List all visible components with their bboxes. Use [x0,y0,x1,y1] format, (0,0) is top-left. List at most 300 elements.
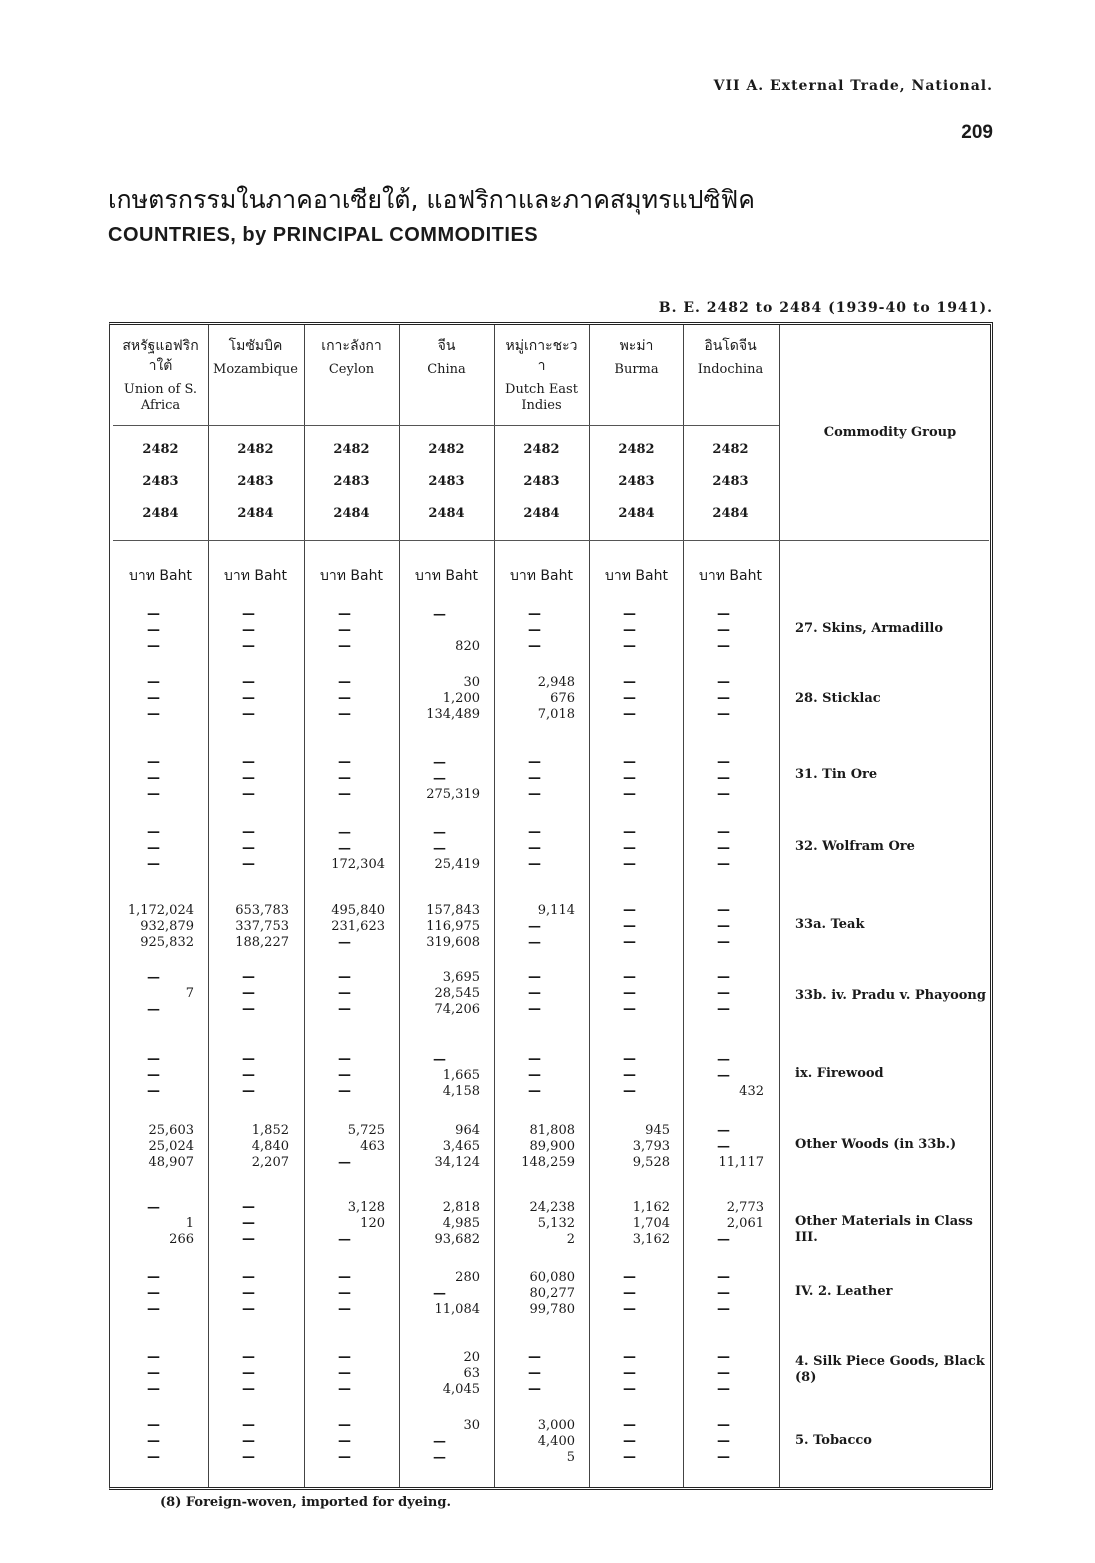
table-cell [399,675,480,723]
table-cell [399,825,480,873]
cell-value: — [528,787,541,802]
cell-value: — [147,1002,160,1017]
cell-value: — [338,986,351,1001]
table-cell [683,1418,764,1466]
cell-value: 2,818 [442,1200,480,1215]
cell-value: — [242,755,255,770]
table-cell [304,825,385,873]
cell-value: 74,206 [434,1002,480,1017]
year-label: 2484 [523,506,560,521]
table-cell [113,1052,194,1100]
table-cell [304,970,385,1018]
table-cell [113,675,194,723]
cell-value: — [623,825,636,840]
cell-value: — [147,825,160,840]
cell-value: — [623,707,636,722]
column-header [494,336,589,414]
period-label: B. E. 2482 to 2484 (1939-40 to 1941). [658,300,993,316]
cell-value: — [717,919,730,934]
year-label: 2483 [142,474,179,489]
cell-value: — [717,707,730,722]
table-cell [113,970,194,1018]
table-cell [494,755,575,803]
cell-value: — [717,986,730,1001]
cell-value: — [338,707,351,722]
table-cell [113,903,194,951]
cell-value: — [147,771,160,786]
table-cell [494,675,575,723]
table-cell [589,755,670,803]
table-cell [589,903,670,951]
table-cell [589,1350,670,1398]
cell-value: — [528,771,541,786]
cell-value: — [242,1084,255,1099]
commodity-label: IV. 2. Leather [795,1284,893,1299]
cell-value: — [623,1002,636,1017]
cell-value: — [242,1418,255,1433]
table-cell [113,755,194,803]
cell-value: 116,975 [426,919,480,934]
table-cell [589,607,670,655]
cell-value: 188,227 [235,935,289,950]
cell-value: — [623,1302,636,1317]
cell-value: — [528,986,541,1001]
cell-value: 4,158 [442,1084,480,1099]
cell-value: 1,162 [632,1200,670,1215]
cell-value: — [147,1366,160,1381]
cell-value: — [242,1270,255,1285]
commodity-label: ix. Firewood [795,1066,884,1081]
cell-value: 1 [185,1216,194,1231]
cell-value: — [717,1270,730,1285]
cell-value: — [717,903,730,918]
cell-value: — [338,1302,351,1317]
cell-value: — [623,903,636,918]
year-label: 2482 [333,442,370,457]
cell-value: — [338,1084,351,1099]
cell-value: — [623,1418,636,1433]
cell-value: — [623,691,636,706]
cell-value: — [623,1350,636,1365]
cell-value: — [717,857,730,872]
cell-value: 3,000 [537,1418,575,1433]
table-cell [683,903,764,951]
cell-value: — [717,1366,730,1381]
column-header-english: Indochina [697,362,764,377]
table-cell [589,1052,670,1100]
table-cell [399,607,480,655]
table-cell [683,1052,764,1100]
cell-value: — [242,825,255,840]
cell-value: — [717,1232,730,1247]
table-cell [399,1200,480,1248]
cell-value: 93,682 [434,1232,480,1247]
cell-value: 337,753 [235,919,289,934]
commodity-label: 33b. iv. Pradu v. Phayoong [795,988,986,1003]
cell-value: — [528,1084,541,1099]
cell-value: 432 [739,1084,764,1099]
cell-value: — [717,1434,730,1449]
cell-value: 5,725 [347,1123,385,1138]
cell-value: — [242,607,255,622]
table-cell [304,1350,385,1398]
cell-value: 25,419 [434,857,480,872]
cell-value: 120 [360,1216,385,1231]
cell-value: — [338,639,351,654]
cell-value: — [147,675,160,690]
cell-value: — [623,787,636,802]
table-cell [683,755,764,803]
year-label: 2483 [428,474,465,489]
cell-value: — [433,607,446,622]
cell-value: — [147,623,160,638]
cell-value: — [242,1382,255,1397]
year-label: 2483 [618,474,655,489]
cell-value: — [528,607,541,622]
cell-value: — [717,1286,730,1301]
cell-value: 89,900 [529,1139,575,1154]
column-header-thai: สหรัฐแอฟริกาใต้ [122,338,199,374]
section-header: VII A. External Trade, National. [713,78,993,94]
cell-value: — [338,1434,351,1449]
commodity-label: 27. Skins, Armadillo [795,621,943,636]
cell-value: — [338,841,351,856]
column-header-english: Mozambique [213,362,298,377]
cell-value: — [147,1302,160,1317]
table-cell [494,903,575,951]
cell-value: 231,623 [331,919,385,934]
year-label: 2484 [237,506,274,521]
table-cell [494,1052,575,1100]
cell-value: — [147,787,160,802]
cell-value: — [242,639,255,654]
cell-value: — [338,1068,351,1083]
column-header-thai: เกาะลังกา [321,338,382,354]
table-cell [208,675,289,723]
cell-value: — [242,857,255,872]
cell-value: — [338,1270,351,1285]
cell-value: — [242,1052,255,1067]
column-header-english: Burma [614,362,659,377]
cell-value: — [242,691,255,706]
cell-value: — [528,935,541,950]
cell-value: — [242,787,255,802]
cell-value: — [242,1366,255,1381]
cell-value: — [147,841,160,856]
cell-value: 1,200 [442,691,480,706]
cell-value: 134,489 [426,707,480,722]
cell-value [399,623,480,639]
column-header [304,336,399,378]
table-cell [304,1418,385,1466]
cell-value: — [433,825,446,840]
year-label: 2484 [712,506,749,521]
table-cell [113,607,194,655]
cell-value: 9,528 [632,1155,670,1170]
cell-value: — [338,1286,351,1301]
cell-value: — [717,1382,730,1397]
cell-value: — [717,1139,730,1154]
cell-value: — [528,639,541,654]
table-cell [113,1200,194,1248]
cell-value: — [528,970,541,985]
year-label: 2484 [618,506,655,521]
column-divider [779,325,780,1487]
cell-value: 964 [455,1123,480,1138]
column-header-thai: โมซัมบิค [228,338,283,354]
cell-value: — [717,771,730,786]
table-cell [208,755,289,803]
column-header-english: China [427,362,466,377]
table-cell [399,903,480,951]
cell-value: — [338,1002,351,1017]
table-cell [304,607,385,655]
cell-value: — [338,607,351,622]
cell-value: 24,238 [529,1200,575,1215]
cell-value: — [147,1052,160,1067]
table-cell [399,1123,480,1171]
table-cell [113,1418,194,1466]
commodity-label: 4. Silk Piece Goods, Black (8) [795,1354,985,1385]
table-cell [304,755,385,803]
cell-value: — [528,755,541,770]
cell-value: — [717,1418,730,1433]
currency-label: บาท Baht [699,568,762,584]
cell-value: — [717,1123,730,1138]
table-cell [208,1123,289,1171]
table-cell [208,1270,289,1318]
cell-value: — [623,1270,636,1285]
cell-value: — [528,1366,541,1381]
cell-value: — [623,1052,636,1067]
cell-value: — [623,675,636,690]
year-label: 2482 [712,442,749,457]
cell-value: — [623,1084,636,1099]
table-cell [589,675,670,723]
table-cell [399,1270,480,1318]
year-label: 2482 [428,442,465,457]
table-cell [304,1200,385,1248]
page-number: 209 [961,122,993,143]
cell-value: 63 [463,1366,480,1381]
cell-value: — [623,1068,636,1083]
cell-value: 945 [645,1123,670,1138]
cell-value: — [147,639,160,654]
cell-value: — [147,1434,160,1449]
column-header-english: Ceylon [328,362,375,377]
table-cell [494,607,575,655]
table-cell [494,1418,575,1466]
table-cell [208,825,289,873]
table-cell [399,1350,480,1398]
cell-value: 11,084 [434,1302,480,1317]
year-label: 2482 [618,442,655,457]
table-cell [304,1270,385,1318]
cell-value: 2 [566,1232,575,1247]
currency-label: บาท Baht [605,568,668,584]
table-cell [208,1350,289,1398]
cell-value: 148,259 [521,1155,575,1170]
cell-value: — [717,841,730,856]
year-label: 2483 [237,474,274,489]
cell-value: — [338,825,351,840]
cell-value: — [147,755,160,770]
cell-value: — [147,1450,160,1465]
cell-value: — [717,1302,730,1317]
cell-value: — [623,1366,636,1381]
cell-value: 5,132 [537,1216,575,1231]
column-header [399,336,494,378]
table-cell [399,1052,480,1100]
cell-value: — [147,857,160,872]
cell-value: — [242,1434,255,1449]
cell-value: — [242,675,255,690]
table-cell [589,1418,670,1466]
cell-value: — [528,919,541,934]
cell-value: — [623,841,636,856]
cell-value: 3,128 [347,1200,385,1215]
cell-value: — [528,1350,541,1365]
cell-value: 28,545 [434,986,480,1001]
cell-value: 2,773 [726,1200,764,1215]
year-label: 2484 [333,506,370,521]
year-label: 2482 [237,442,274,457]
currency-label: บาท Baht [320,568,383,584]
cell-value: — [528,825,541,840]
cell-value: 495,840 [331,903,385,918]
cell-value: — [433,1286,446,1301]
cell-value: — [147,970,160,985]
commodity-label: Other Woods (in 33b.) [795,1137,957,1152]
cell-value: — [338,935,351,950]
table-cell [399,755,480,803]
year-label: 2483 [333,474,370,489]
cell-value: 81,808 [529,1123,575,1138]
table-cell [589,1270,670,1318]
cell-value: — [623,1286,636,1301]
column-header [683,336,778,378]
cell-value: — [338,755,351,770]
cell-value: 820 [455,639,480,654]
table-cell [494,1123,575,1171]
cell-value: — [338,771,351,786]
cell-value: — [242,1216,255,1231]
row-divider [113,540,989,541]
cell-value: — [717,825,730,840]
cell-value: — [242,841,255,856]
cell-value: — [623,1450,636,1465]
cell-value: 463 [360,1139,385,1154]
cell-value: — [623,755,636,770]
cell-value: — [338,1155,351,1170]
cell-value: — [338,1450,351,1465]
cell-value: 275,319 [426,787,480,802]
commodity-label: 5. Tobacco [795,1433,872,1448]
cell-value: 925,832 [140,935,194,950]
table-cell [208,607,289,655]
cell-value: 25,024 [148,1139,194,1154]
cell-value: — [623,607,636,622]
table-cell [208,970,289,1018]
cell-value: — [242,771,255,786]
cell-value: — [528,1002,541,1017]
cell-value: — [242,970,255,985]
cell-value: — [623,771,636,786]
table-cell [589,1123,670,1171]
cell-value: — [717,607,730,622]
cell-value: — [338,1382,351,1397]
cell-value: — [717,970,730,985]
table-cell [494,970,575,1018]
cell-value: — [717,755,730,770]
cell-value: — [528,1068,541,1083]
cell-value: — [242,1302,255,1317]
cell-value: — [717,1068,730,1083]
cell-value: — [717,935,730,950]
cell-value: — [242,1002,255,1017]
cell-value: 30 [463,1418,480,1433]
cell-value: — [242,707,255,722]
cell-value: 3,162 [632,1232,670,1247]
cell-value: — [717,1052,730,1067]
cell-value: 60,080 [529,1270,575,1285]
commodity-label: 32. Wolfram Ore [795,839,915,854]
year-label: 2483 [523,474,560,489]
cell-value: 11,117 [718,1155,764,1170]
cell-value: 1,704 [632,1216,670,1231]
table-cell [113,1123,194,1171]
cell-value: — [338,787,351,802]
cell-value: — [433,841,446,856]
table-cell [683,607,764,655]
cell-value: — [147,1270,160,1285]
cell-value: 4,400 [537,1434,575,1449]
table-cell [683,675,764,723]
currency-label: บาท Baht [510,568,573,584]
footnote: (8) Foreign-woven, imported for dyeing. [160,1495,452,1510]
commodity-label: 33a. Teak [795,917,865,932]
table-cell [683,970,764,1018]
cell-value: 80,277 [529,1286,575,1301]
table-cell [683,825,764,873]
table-cell [208,903,289,951]
table-cell [208,1200,289,1248]
cell-value: — [433,1434,446,1449]
cell-value: — [338,970,351,985]
cell-value: 3,465 [442,1139,480,1154]
cell-value: 1,852 [251,1123,289,1138]
cell-value: 7 [185,986,194,1001]
cell-value: — [717,1350,730,1365]
table-cell [589,1200,670,1248]
cell-value: — [433,1450,446,1465]
column-header [113,336,208,414]
cell-value: — [623,986,636,1001]
cell-value: — [717,1002,730,1017]
cell-value: 653,783 [235,903,289,918]
cell-value: — [717,675,730,690]
cell-value: 7,018 [537,707,575,722]
year-label: 2482 [142,442,179,457]
year-label: 2484 [142,506,179,521]
cell-value: — [147,1286,160,1301]
column-header-thai: พะม่า [619,338,654,354]
cell-value: — [338,1052,351,1067]
cell-value: — [147,1382,160,1397]
cell-value: — [242,623,255,638]
cell-value: — [528,1382,541,1397]
cell-value: 20 [463,1350,480,1365]
